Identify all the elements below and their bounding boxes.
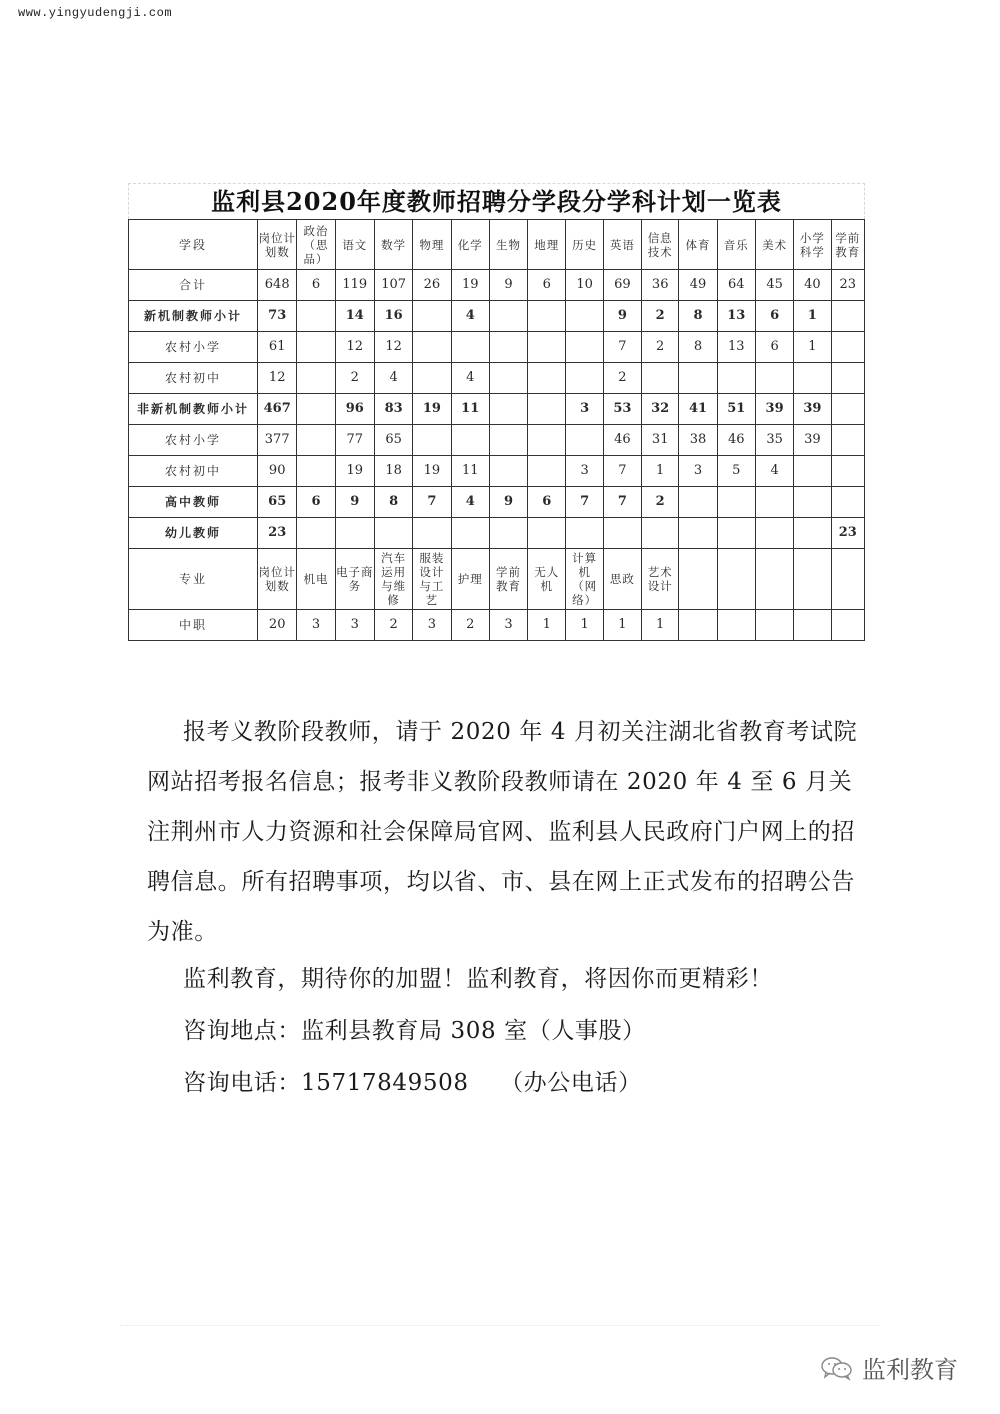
- table-cell: 19: [451, 270, 489, 301]
- table-cell: [831, 332, 864, 363]
- table-cell: [679, 610, 717, 641]
- table-cell: 3: [297, 610, 335, 641]
- table-cell: 23: [831, 518, 864, 549]
- table-row: [129, 518, 865, 549]
- table-cell: 1: [642, 456, 679, 487]
- table-cell: 648: [258, 270, 297, 301]
- table-cell: [831, 301, 864, 332]
- table-cell: [297, 518, 335, 549]
- table-cell: [755, 487, 793, 518]
- table-cell: [679, 363, 717, 394]
- table-cell: 3: [335, 610, 374, 641]
- table-cell: 2: [603, 363, 641, 394]
- table-cell: 3: [566, 456, 603, 487]
- table-cell: 12: [374, 332, 412, 363]
- table-cell: 23: [258, 518, 297, 549]
- row-label: 农村小学: [129, 332, 258, 363]
- table-cell: 96: [335, 394, 374, 425]
- table-cell: 35: [755, 425, 793, 456]
- row-label: 非新机制教师小计: [129, 394, 258, 425]
- table-title: 监利县2020年度教师招聘分学段分学科计划一览表: [128, 183, 865, 219]
- table-cell: 77: [335, 425, 374, 456]
- table-cell: [528, 394, 566, 425]
- table-cell: [489, 394, 527, 425]
- table-cell: [755, 610, 793, 641]
- table-cell: 61: [258, 332, 297, 363]
- table-cell: 1: [794, 301, 831, 332]
- column-header: 学前教育: [831, 220, 864, 270]
- column-header: 计算机（网络）: [566, 549, 603, 610]
- table-cell: 19: [413, 394, 451, 425]
- footer-brand: [820, 1350, 958, 1385]
- table-cell: 16: [374, 301, 412, 332]
- table-cell: 119: [335, 270, 374, 301]
- row-label: 农村初中: [129, 363, 258, 394]
- consult-phone: 咨询电话：15717849508 （办公电话）: [183, 1070, 642, 1096]
- table-cell: [794, 610, 831, 641]
- column-header: 英语: [603, 220, 641, 270]
- column-header: 体育: [679, 220, 717, 270]
- table-cell: 9: [489, 487, 527, 518]
- table-cell: [566, 301, 603, 332]
- column-header: 无人机: [528, 549, 566, 610]
- table-cell: 46: [603, 425, 641, 456]
- table-cell: 23: [831, 270, 864, 301]
- column-header: 思政: [603, 549, 641, 610]
- table-cell: [413, 425, 451, 456]
- table-cell: 8: [374, 487, 412, 518]
- wechat-icon: [820, 1355, 854, 1381]
- table-cell: 13: [717, 301, 755, 332]
- table-cell: 51: [717, 394, 755, 425]
- table-row: [129, 394, 865, 425]
- table-cell: [451, 332, 489, 363]
- table-cell: [374, 518, 412, 549]
- table-cell: [335, 518, 374, 549]
- row-label: 农村初中: [129, 456, 258, 487]
- table-cell: 11: [451, 394, 489, 425]
- table-cell: [297, 394, 335, 425]
- table-cell: [528, 456, 566, 487]
- table-cell: 11: [451, 456, 489, 487]
- table-cell: 39: [794, 425, 831, 456]
- table-cell: 6: [297, 270, 335, 301]
- column-header: 语文: [335, 220, 374, 270]
- table-cell: [831, 394, 864, 425]
- table-cell: 2: [451, 610, 489, 641]
- table-cell: 39: [794, 394, 831, 425]
- table-cell: [297, 332, 335, 363]
- table-cell: 5: [717, 456, 755, 487]
- column-header: [831, 549, 864, 610]
- column-header: 岗位计划数: [258, 549, 297, 610]
- column-header: 数学: [374, 220, 412, 270]
- table-cell: [297, 425, 335, 456]
- row-label: 新机制教师小计: [129, 301, 258, 332]
- table-row: [129, 270, 865, 301]
- table-row: [129, 456, 865, 487]
- table-cell: 7: [413, 487, 451, 518]
- table-cell: [451, 425, 489, 456]
- column-header: 电子商务: [335, 549, 374, 610]
- table-cell: 2: [335, 363, 374, 394]
- table-cell: 36: [642, 270, 679, 301]
- table-cell: [413, 301, 451, 332]
- column-header: 小学科学: [794, 220, 831, 270]
- column-header-stage: 学段: [129, 220, 258, 270]
- table-cell: 6: [297, 487, 335, 518]
- table-cell: 377: [258, 425, 297, 456]
- column-header: 护理: [451, 549, 489, 610]
- scan-artifact-line: [120, 1325, 880, 1326]
- table-cell: 107: [374, 270, 412, 301]
- table-cell: [755, 518, 793, 549]
- table-cell: 90: [258, 456, 297, 487]
- table-cell: 4: [374, 363, 412, 394]
- table-cell: 8: [679, 301, 717, 332]
- table-cell: 20: [258, 610, 297, 641]
- column-header: 音乐: [717, 220, 755, 270]
- column-header: 美术: [755, 220, 793, 270]
- table-cell: [413, 363, 451, 394]
- table-cell: [794, 456, 831, 487]
- table-cell: [642, 518, 679, 549]
- table-cell: 6: [755, 301, 793, 332]
- table-cell: [489, 456, 527, 487]
- table-cell: 2: [642, 487, 679, 518]
- table-cell: 32: [642, 394, 679, 425]
- table-cell: 1: [642, 610, 679, 641]
- table-row: [129, 332, 865, 363]
- table-cell: 19: [413, 456, 451, 487]
- table-cell: 38: [679, 425, 717, 456]
- table-cell: [717, 363, 755, 394]
- column-header-major: 专业: [129, 549, 258, 610]
- table-cell: [297, 301, 335, 332]
- table-cell: 10: [566, 270, 603, 301]
- watermark-url: www.yingyudengji.com: [18, 6, 173, 20]
- table-cell: [566, 332, 603, 363]
- recruitment-plan-table-section: [128, 183, 865, 641]
- table-cell: [489, 363, 527, 394]
- table-cell: [528, 363, 566, 394]
- table-cell: [679, 487, 717, 518]
- table-cell: 3: [489, 610, 527, 641]
- column-header: [717, 549, 755, 610]
- column-header: [755, 549, 793, 610]
- table-cell: [566, 363, 603, 394]
- table-cell: 13: [717, 332, 755, 363]
- table-cell: 12: [258, 363, 297, 394]
- table-row: [129, 610, 865, 641]
- table-cell: [794, 363, 831, 394]
- table-cell: 40: [794, 270, 831, 301]
- column-header: 地理: [528, 220, 566, 270]
- table-header-row: [129, 220, 865, 270]
- table-cell: 41: [679, 394, 717, 425]
- notice-paragraph: 报考义教阶段教师，请于 2020 年 4 月初关注湖北省教育考试院网站招考报名信息；报考非义教阶段教师请在 2020 年 4 至 6 月关注荆州市人力资源和社会保障局官网、监利县人民政府门户网上的招聘信息。所有招聘事项，均以省、市、县在网上正式发布的招聘公告为准。: [147, 719, 858, 945]
- slogan-text: 监利教育，期待你的加盟！监利教育，将因你而更精彩！: [183, 966, 773, 992]
- table-row: [129, 363, 865, 394]
- table-cell: 3: [413, 610, 451, 641]
- table-row: [129, 425, 865, 456]
- table-cell: [794, 518, 831, 549]
- table-cell: 2: [374, 610, 412, 641]
- table-cell: 4: [451, 363, 489, 394]
- table-cell: 7: [603, 332, 641, 363]
- table-cell: 3: [679, 456, 717, 487]
- vocational-header-row: [129, 549, 865, 610]
- table-cell: 69: [603, 270, 641, 301]
- table-cell: 3: [566, 394, 603, 425]
- row-label: 高中教师: [129, 487, 258, 518]
- table-cell: [717, 487, 755, 518]
- table-cell: [717, 518, 755, 549]
- table-cell: 12: [335, 332, 374, 363]
- table-cell: 45: [755, 270, 793, 301]
- table-cell: [297, 363, 335, 394]
- table-cell: [528, 301, 566, 332]
- column-header: 物理: [413, 220, 451, 270]
- table-cell: [489, 332, 527, 363]
- table-cell: [566, 518, 603, 549]
- table-cell: [528, 425, 566, 456]
- table-cell: 9: [335, 487, 374, 518]
- table-cell: 1: [528, 610, 566, 641]
- table-cell: 39: [755, 394, 793, 425]
- table-cell: 14: [335, 301, 374, 332]
- table-cell: 4: [755, 456, 793, 487]
- table-cell: 6: [528, 487, 566, 518]
- table-cell: 1: [794, 332, 831, 363]
- table-cell: [528, 518, 566, 549]
- table-cell: 9: [603, 301, 641, 332]
- table-cell: 65: [374, 425, 412, 456]
- table-cell: 18: [374, 456, 412, 487]
- table-row: [129, 487, 865, 518]
- column-header: 历史: [566, 220, 603, 270]
- table-cell: [679, 518, 717, 549]
- table-cell: 46: [717, 425, 755, 456]
- row-label: 农村小学: [129, 425, 258, 456]
- table-cell: 64: [717, 270, 755, 301]
- column-header: 机电: [297, 549, 335, 610]
- table-cell: 53: [603, 394, 641, 425]
- brand-name: 监利教育: [862, 1356, 958, 1384]
- table-cell: [831, 610, 864, 641]
- table-cell: [413, 332, 451, 363]
- table-cell: [489, 425, 527, 456]
- table-cell: 2: [642, 332, 679, 363]
- table-cell: [566, 425, 603, 456]
- table-cell: [831, 363, 864, 394]
- table-cell: [831, 456, 864, 487]
- table-cell: [831, 425, 864, 456]
- table-cell: 467: [258, 394, 297, 425]
- table-cell: 8: [679, 332, 717, 363]
- column-header: [794, 549, 831, 610]
- consult-address: 咨询地点：监利县教育局 308 室（人事股）: [183, 1018, 646, 1044]
- table-cell: 7: [566, 487, 603, 518]
- table-cell: 2: [642, 301, 679, 332]
- table-cell: 6: [755, 332, 793, 363]
- row-label: 合计: [129, 270, 258, 301]
- table-cell: 1: [603, 610, 641, 641]
- table-cell: 4: [451, 301, 489, 332]
- row-label: 幼儿教师: [129, 518, 258, 549]
- table-cell: [755, 363, 793, 394]
- column-header: 生物: [489, 220, 527, 270]
- table-cell: [489, 301, 527, 332]
- table-cell: [642, 363, 679, 394]
- table-cell: 49: [679, 270, 717, 301]
- table-cell: [413, 518, 451, 549]
- table-cell: 73: [258, 301, 297, 332]
- column-header: 服装设计与工艺: [413, 549, 451, 610]
- table-cell: 4: [451, 487, 489, 518]
- column-header: 信息技术: [642, 220, 679, 270]
- table-cell: 6: [528, 270, 566, 301]
- table-cell: 19: [335, 456, 374, 487]
- table-cell: [297, 456, 335, 487]
- table-cell: [489, 518, 527, 549]
- table-cell: [717, 610, 755, 641]
- table-row: [129, 301, 865, 332]
- row-label: 中职: [129, 610, 258, 641]
- table-cell: [831, 487, 864, 518]
- table-cell: 83: [374, 394, 412, 425]
- column-header: 化学: [451, 220, 489, 270]
- table-cell: [451, 518, 489, 549]
- table-cell: [794, 487, 831, 518]
- column-header: 学前教育: [489, 549, 527, 610]
- recruitment-plan-table: [128, 219, 865, 641]
- table-cell: 7: [603, 487, 641, 518]
- table-cell: 7: [603, 456, 641, 487]
- column-header: [679, 549, 717, 610]
- table-cell: [603, 518, 641, 549]
- table-cell: 1: [566, 610, 603, 641]
- column-header: 汽车运用与维修: [374, 549, 412, 610]
- column-header: 政治（思品）: [297, 220, 335, 270]
- column-header: 艺术设计: [642, 549, 679, 610]
- table-cell: 31: [642, 425, 679, 456]
- column-header: 岗位计划数: [258, 220, 297, 270]
- table-cell: 9: [489, 270, 527, 301]
- table-cell: 65: [258, 487, 297, 518]
- table-cell: 26: [413, 270, 451, 301]
- table-cell: [528, 332, 566, 363]
